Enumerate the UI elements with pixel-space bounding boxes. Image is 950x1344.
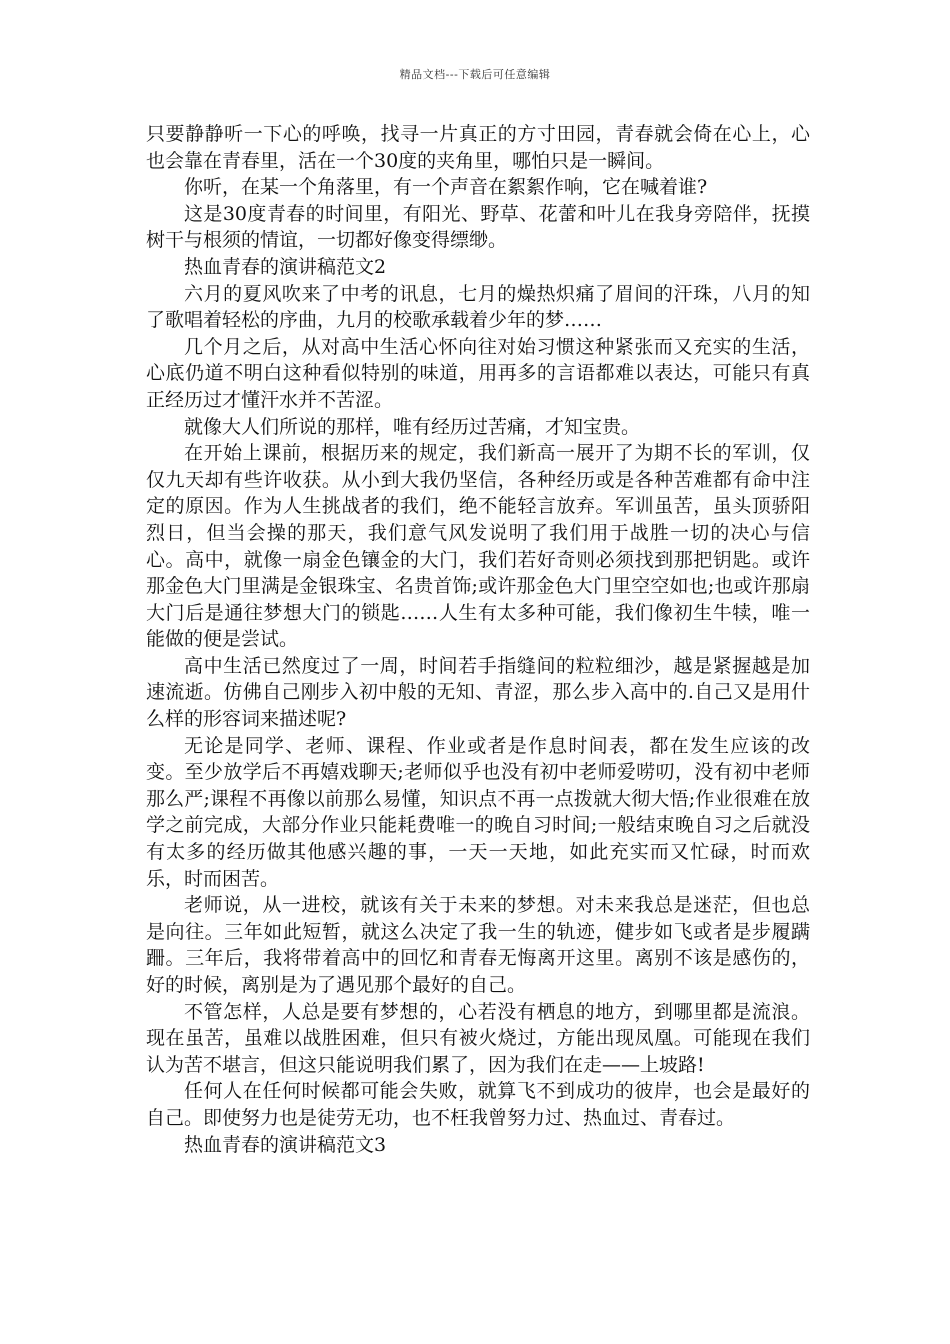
paragraph-5: 六月的夏风吹来了中考的讯息，七月的燥热炽痛了眉间的汗珠，八月的知了歌唱着轻松的序曲，九月的校歌承载着少年的梦……: [146, 282, 810, 332]
paragraph-13: 任何人在任何时候都可能会失败，就算飞不到成功的彼岸，也会是最好的自己。即使努力也是徒劳无功，也不枉我曾努力过、热血过、青春过。: [146, 1080, 810, 1129]
paragraph-8: 在开始上课前，根据历来的规定，我们新高一展开了为期不长的军训，仅仅九天却有些许收获。从小到大我仍坚信，各种经历或是各种苦难都有命中注定的原因。作为人生挑战者的我们，绝不能轻言放弃。军训虽苦，虽头顶骄阳烈日，但当会操的那天，我们意气风发说明了我们用于战胜一切的决心与信心。高中，就像一扇金色镶金的大门，我们若好奇则必须找到那把钥匙。或许那金色大门里满是金银珠宝、名贵首饰;或许那金色大门里空空如也;也或许那扇大门后是通往梦想大门的锁匙……人生有太多种可能，我们像初生牛犊，唯一能做的便是尝试。: [146, 442, 810, 651]
paragraph-6: 几个月之后，从对高中生活心怀向往对始习惯这种紧张而又充实的生活，心底仍道不明白这种看似特别的味道，用再多的言语都难以表达，可能只有真正经历过才懂汗水并不苦涩。: [146, 335, 810, 411]
paragraph-7: 就像大人们所说的那样，唯有经历过苦痛，才知宝贵。: [184, 415, 641, 438]
section-heading-2: 热血青春的演讲稿范文2: [184, 255, 387, 278]
paragraph-2: 你听，在某一个角落里，有一个声音在絮絮作响，它在喊着谁?: [184, 176, 708, 199]
section-heading-3: 热血青春的演讲稿范文3: [184, 1133, 387, 1156]
paragraph-11: 老师说，从一进校，就该有关于未来的梦想。对未来我总是迷茫，但也总是向往。三年如此短暂，就这么决定了我一生的轨迹，健步如飞或者是步履蹒跚。三年后，我将带着高中的回忆和青春无悔离开这里。离别不该是感伤的，好的时候，离别是为了遇见那个最好的自己。: [146, 894, 810, 996]
paragraph-1: 只要静静听一下心的呼唤，找寻一片真正的方寸田园，青春就会倚在心上，心也会靠在青春里，活在一个30度的夹角里，哪怕只是一瞬间。: [146, 123, 810, 172]
paragraph-12: 不管怎样，人总是要有梦想的，心若没有栖息的地方，到哪里都是流浪。现在虽苦，虽难以战胜困难，但只有被火烧过，方能出现凤凰。可能现在我们认为苦不堪言，但这只能说明我们累了，因为我们在走——上坡路!: [146, 1000, 810, 1076]
paragraph-9: 高中生活已然度过了一周，时间若手指缝间的粒粒细沙，越是紧握越是加速流逝。仿佛自己刚步入初中般的无知、青涩，那么步入高中的.自己又是用什么样的形容词来描述呢?: [146, 654, 810, 731]
page-header: 精品文档---下载后可任意编辑: [399, 68, 551, 81]
paragraph-10: 无论是同学、老师、课程、作业或者是作息时间表，都在发生应该的改变。至少放学后不再嬉戏聊天;老师似乎也没有初中老师爱唠叨，没有初中老师那么严;课程不再像以前那么易懂，知识点不再一点拨就大彻大悟;作业很难在放学之前完成，大部分作业只能耗费唯一的晚自习时间;一般结束晚自习之后就没有太多的经历做其他感兴趣的事，一天一天地，如此充实而又忙碌，时而欢乐，时而困苦。: [146, 734, 810, 890]
paragraph-3: 这是30度青春的时间里，有阳光、野草、花蕾和叶儿在我身旁陪伴，抚摸树干与根须的情谊，一切都好像变得缥缈。: [146, 202, 810, 252]
document-body: [146, 121, 810, 1158]
